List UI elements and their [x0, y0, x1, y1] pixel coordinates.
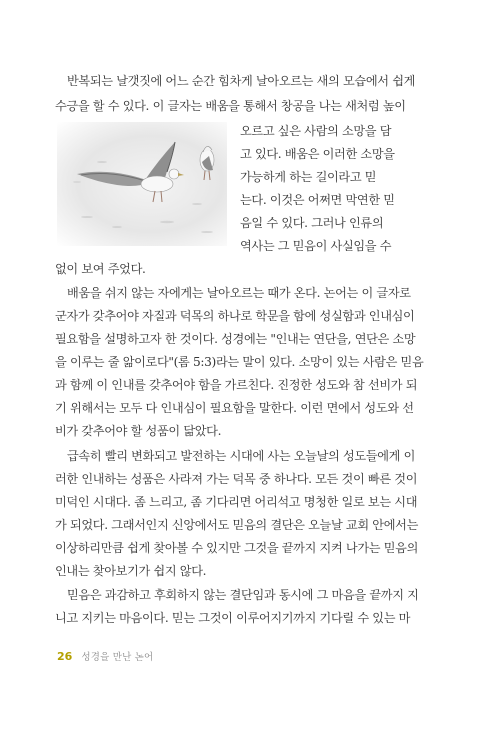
body-text-line: 인내는 찾아보기가 쉽지 않다. — [55, 564, 207, 578]
body-text-line: 배움을 쉬지 않는 자에게는 날아오르는 때가 온다. 논어는 이 글자로 — [67, 286, 411, 300]
book-title: 성경을 만난 논어 — [81, 652, 154, 663]
body-text-line: 러한 인내하는 성품은 사라져 가는 덕목 중 하나다. 모든 것이 빠른 것이 — [55, 472, 418, 486]
body-text-line: 반복되는 날갯짓에 어느 순간 힘차게 날아오르는 새의 모습에서 쉽게 — [67, 74, 416, 88]
body-text-line: 는다. 이것은 어쩌면 막연한 믿 — [240, 193, 395, 207]
seagull-photo — [57, 122, 227, 246]
body-text-line: 이상하리만큼 쉽게 찾아볼 수 있지만 그것을 끝까지 지켜 나가는 믿음의 — [55, 541, 418, 555]
body-text-line: 과 함께 이 인내를 갖추어야 함을 가르친다. 진정한 성도와 참 선비가 되 — [55, 378, 418, 392]
body-text-line: 고 있다. 배움은 이러한 소망을 — [240, 147, 395, 161]
body-text-line: 없이 보여 주었다. — [55, 262, 146, 276]
body-text-line: 오르고 싶은 사람의 소망을 담 — [240, 124, 392, 138]
seagulls-illustration — [57, 122, 227, 246]
body-text-line: 미덕인 시대다. 좀 느리고, 좀 기다리면 어리석고 명청한 일로 보는 시대 — [55, 495, 418, 509]
body-text-line: 급속히 빨리 변화되고 발전하는 시대에 사는 오늘날의 성도들에게 이 — [67, 449, 416, 463]
body-text-line: 니고 지키는 마음이다. 믿는 그것이 이루어지기까지 기다릴 수 있는 마 — [55, 611, 411, 625]
body-text-line: 수긍을 할 수 있다. 이 글자는 배움을 통해서 창공을 나는 새처럼 높이 — [55, 99, 406, 113]
body-text-line: 가 되었다. 그래서인지 신앙에서도 믿음의 결단은 오늘날 교회 안에서는 — [55, 518, 418, 532]
body-text-line: 믿음은 과감하고 후회하지 않는 결단임과 동시에 그 마음을 끝까지 지 — [67, 588, 419, 602]
body-text-line: 비가 갖추어야 할 성품이 닮았다. — [55, 424, 222, 438]
body-text-line: 을 이루는 줄 앎이로다"(롬 5:3)라는 말이 있다. 소망이 있는 사람은 믿음 — [55, 355, 424, 369]
body-text-line: 필요함을 설명하고자 한 것이다. 성경에는 "인내는 연단을, 연단은 소망 — [55, 332, 416, 346]
body-text-line: 음일 수 있다. 그러나 인류의 — [240, 216, 384, 230]
body-text-line: 기 위해서는 모두 다 인내심이 필요함을 말한다. 이런 면에서 성도와 선 — [55, 401, 414, 415]
page-number: 26 — [57, 650, 73, 663]
body-text-line: 군자가 갖추어야 자질과 덕목의 하나로 학문을 함에 성실함과 인내심이 — [55, 309, 415, 323]
body-text-line: 가능하게 하는 길이라고 믿 — [240, 170, 377, 184]
page-footer — [57, 650, 153, 665]
body-text-line: 역사는 그 믿음이 사실임을 수 — [240, 239, 392, 253]
